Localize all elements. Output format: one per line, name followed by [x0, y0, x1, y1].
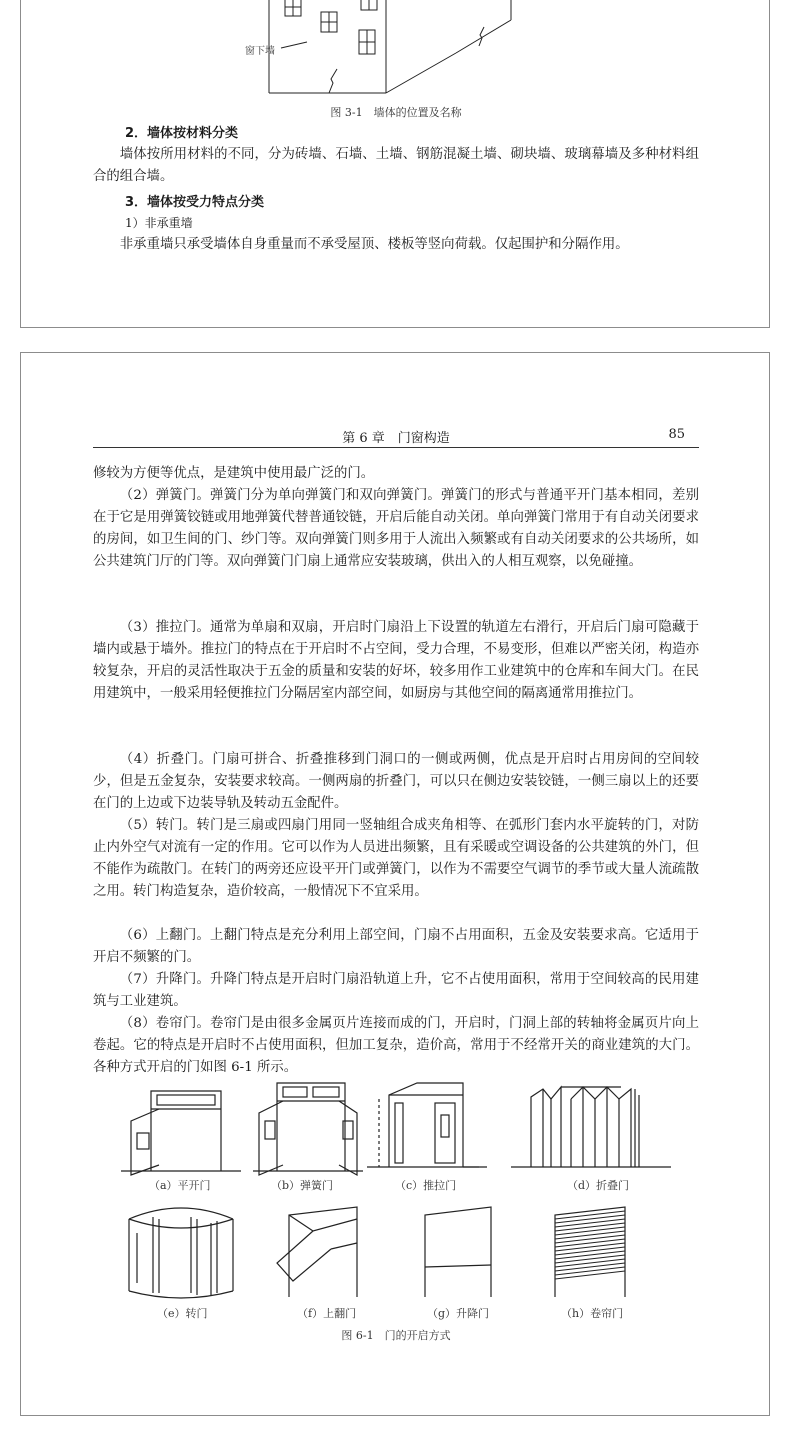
folding-door-drawing [511, 1077, 671, 1173]
wall-label: 窗下墙 [245, 46, 275, 57]
door-figure-e [125, 1203, 237, 1299]
door-caption-h: （h）卷帘门 [561, 1307, 624, 1320]
figure-6-1-caption: 图 6-1 门的开启方式 [341, 1329, 451, 1342]
door-caption-d: （d）折叠门 [567, 1179, 630, 1192]
section-2-text: 墙体按所用材料的不同，分为砖墙、石墙、土墙、钢筋混凝土墙、砌块墙、玻璃幕墙及多种材料组合的组合墙。 [93, 147, 699, 184]
swing-door-drawing [121, 1081, 241, 1177]
sliding-door-drawing [367, 1075, 487, 1173]
paragraph-sliding-door: （3）推拉门。通常为单扇和双扇，开启时门扇沿上下设置的轨道左右滑行，开启后门扇可隐藏于墙内或悬于墙外。推拉门的特点在于开启时不占空间，受力合理，不易变形，但难以严密关闭，构造亦较复杂，开启的灵活性取决于五金的质量和安装的好坏，较多用作工业建筑中的仓库和车间大门。在民用建筑中，一般采用轻便推拉门分隔居室内部空间，如厨房与其他空间的隔离通常用推拉门。 [93, 620, 699, 701]
paragraph-lift-door: （7）升降门。升降门特点是开启时门扇沿轨道上升，它不占使用面积，常用于空间较高的民用建筑与工业建筑。 [93, 972, 699, 1009]
paragraph-revolving-door: （5）转门。转门是三扇或四扇门用同一竖轴组合成夹角相等、在弧形门套内水平旋转的门，对防止内外空气对流有一定的作用。它可以作为人员进出频繁，且有采暖或空调设备的公共建筑的外门，但不能作为疏散门。在转门的两旁还应设平开门或弹簧门，以作为不需要空气调节的季节或大量人流疏散之用。转门构造复杂，造价较高，一般情况下不宜采用。 [93, 818, 699, 899]
paragraph-folding-door: （4）折叠门。门扇可拼合、折叠推移到门洞口的一侧或两侧，优点是开启时占用房间的空间较少，但是五金复杂，安装要求较高。一侧两扇的折叠门，可以只在侧边安装铰链，一侧三扇以上的还要在门的上边或下边装导轨及转动五金配件。 [93, 752, 699, 811]
door-figure-d [511, 1077, 671, 1173]
revolving-door-drawing [125, 1203, 237, 1299]
page-number: 85 [668, 427, 685, 442]
sub-1-text: 非承重墙只承受墙体自身重量而不承受屋顶、楼板等竖向荷载。仅起围护和分隔作用。 [119, 237, 629, 252]
door-figure-c [367, 1075, 487, 1173]
overhead-door-drawing [273, 1205, 369, 1299]
running-header [93, 425, 699, 448]
paragraph-spring-door: （2）弹簧门。弹簧门分为单向弹簧门和双向弹簧门。弹簧门的形式与普通平开门基本相同，差别在于它是用弹簧铰链或用地弹簧代替普通铰链，开启后能自动关闭。单向弹簧门常用于有自动关闭要求的房间，如卫生间的门、纱门等。双向弹簧门则多用于人流出入频繁或有自动关闭要求的公共场所，如公共建筑门厅的门等。双向弹簧门门扇上通常应安装玻璃，供出入的人相互观察，以免碰撞。 [93, 488, 699, 569]
spring-door-drawing [253, 1075, 363, 1177]
door-figure-b [253, 1075, 363, 1177]
door-figure-f [273, 1205, 369, 1299]
wall-figure [211, 0, 571, 98]
page-2 [20, 352, 770, 1416]
door-figure-g [413, 1205, 503, 1299]
paragraph-overhead-door: （6）上翻门。上翻门特点是充分利用上部空间，门扇不占用面积，五金及安装要求高。它适用于开启不频繁的门。 [93, 928, 699, 965]
page-1 [20, 0, 770, 328]
paragraph-continuation: 修较为方便等优点，是建筑中使用最广泛的门。 [93, 466, 375, 481]
chapter-title: 第 6 章 门窗构造 [342, 431, 450, 446]
section-3-heading: 3．墙体按受力特点分类 [125, 195, 265, 210]
figure-3-1-caption: 图 3-1 墙体的位置及名称 [330, 106, 462, 119]
door-caption-f: （f）上翻门 [297, 1307, 357, 1320]
rolling-door-drawing [541, 1205, 637, 1299]
door-caption-a: （a）平开门 [149, 1179, 211, 1192]
door-caption-e: （e）转门 [157, 1307, 208, 1320]
lift-door-drawing [413, 1205, 503, 1299]
section-2-heading: 2．墙体按材料分类 [125, 126, 239, 141]
paragraph-rolling-door: （8）卷帘门。卷帘门是由很多金属页片连接而成的门，开启时，门洞上部的转轴将金属页片向上卷起。它的特点是开启时不占使用面积，但加工复杂，造价高，常用于不经常开关的商业建筑的大门。各种方式开启的门如图 6-1 所示。 [93, 1016, 699, 1075]
door-caption-c: （c）推拉门 [395, 1179, 457, 1192]
sub-1-heading: 1）非承重墙 [125, 216, 193, 230]
door-caption-g: （g）升降门 [427, 1307, 490, 1320]
door-caption-b: （b）弹簧门 [271, 1179, 334, 1192]
door-figure-h [541, 1205, 637, 1299]
door-figure-a [121, 1081, 241, 1177]
